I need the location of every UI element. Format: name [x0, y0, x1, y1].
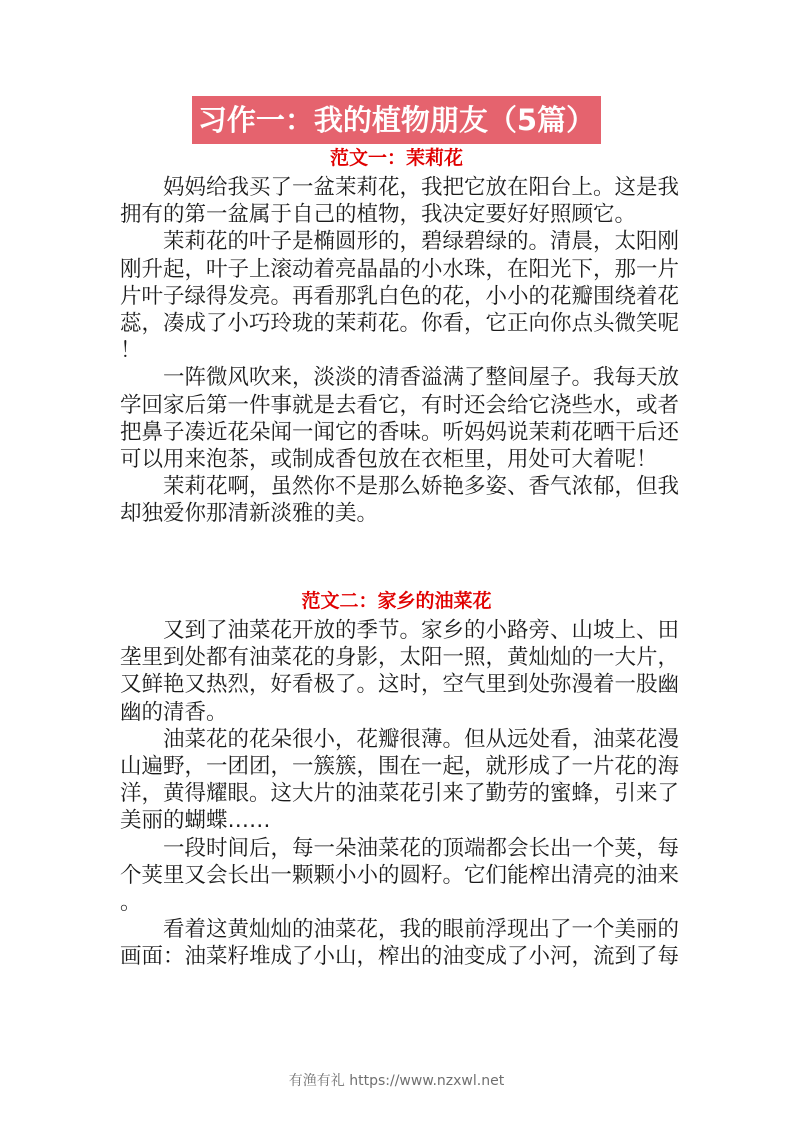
paragraph-start-line: 茉莉花啊，虽然你不是那么娇艳多姿、香气浓郁，但我	[163, 474, 680, 500]
text-line: 洋，黄得耀眼。这大片的油菜花引来了勤劳的蜜蜂，引来了	[120, 781, 680, 807]
text-line: 却独爱你那清新淡雅的美。	[120, 501, 379, 527]
text-line: 可以用来泡茶，或制成香包放在衣柜里，用处可大着呢！	[120, 446, 658, 472]
essay-heading-2: 范文二：家乡的油菜花	[301, 590, 492, 612]
text-line: 山遍野，一团团，一簇簇，围在一起，就形成了一片花的海	[120, 753, 680, 779]
paragraph-start-line: 油菜花的花朵很小，花瓣很薄。但从远处看，油菜花漫	[163, 726, 680, 752]
paragraph-start-line: 茉莉花的叶子是椭圆形的，碧绿碧绿的。清晨，太阳刚	[163, 229, 680, 255]
text-line: 垄里到处都有油菜花的身影，太阳一照，黄灿灿的一大片，	[120, 645, 680, 671]
text-line: 拥有的第一盆属于自己的植物，我决定要好好照顾它。	[120, 202, 637, 228]
paragraph-start-line: 一段时间后，每一朵油菜花的顶端都会长出一个荚，每	[163, 835, 680, 861]
text-line: ！	[120, 338, 142, 364]
paragraph-start-line: 妈妈给我买了一盆茉莉花，我把它放在阳台上。这是我	[163, 175, 680, 200]
text-line: 幽的清香。	[120, 699, 228, 725]
paragraph-start-line: 一阵微风吹来，淡淡的清香溢满了整间屋子。我每天放	[163, 365, 680, 391]
paragraph-start-line: 又到了油菜花开放的季节。家乡的小路旁、山坡上、田	[163, 618, 680, 643]
essay-body-2	[120, 617, 680, 970]
text-line: 刚升起，叶子上滚动着亮晶晶的小水珠，在阳光下，那一片	[120, 256, 680, 282]
text-line: 。	[120, 889, 142, 915]
text-line: 个荚里又会长出一颗颗小小的圆籽。它们能榨出清亮的油来	[120, 862, 680, 888]
text-line: 美丽的蝴蝶……	[120, 808, 271, 834]
title-wrap	[0, 96, 793, 144]
text-line: 把鼻子凑近花朵闻一闻它的香味。听妈妈说茉莉花晒干后还	[120, 419, 680, 445]
text-line: 又鲜艳又热烈，好看极了。这时，空气里到处弥漫着一股幽	[120, 672, 680, 698]
text-line: 片叶子绿得发亮。再看那乳白色的花，小小的花瓣围绕着花	[120, 283, 680, 309]
text-line: 画面：油菜籽堆成了小山，榨出的油变成了小河，流到了每	[120, 944, 680, 970]
footer-watermark: 有渔有礼 https://www.nzxwl.net	[288, 1073, 505, 1089]
essay-body-1	[120, 174, 680, 527]
text-line: 蕊，凑成了小巧玲珑的茉莉花。你看，它正向你点头微笑呢	[120, 310, 680, 336]
text-line: 学回家后第一件事就是去看它，有时还会给它浇些水，或者	[120, 392, 680, 418]
essay-heading-1: 范文一：茉莉花	[329, 147, 463, 169]
document-title: 习作一：我的植物朋友（5篇）	[192, 96, 601, 144]
paragraph-start-line: 看着这黄灿灿的油菜花，我的眼前浮现出了一个美丽的	[163, 917, 680, 943]
